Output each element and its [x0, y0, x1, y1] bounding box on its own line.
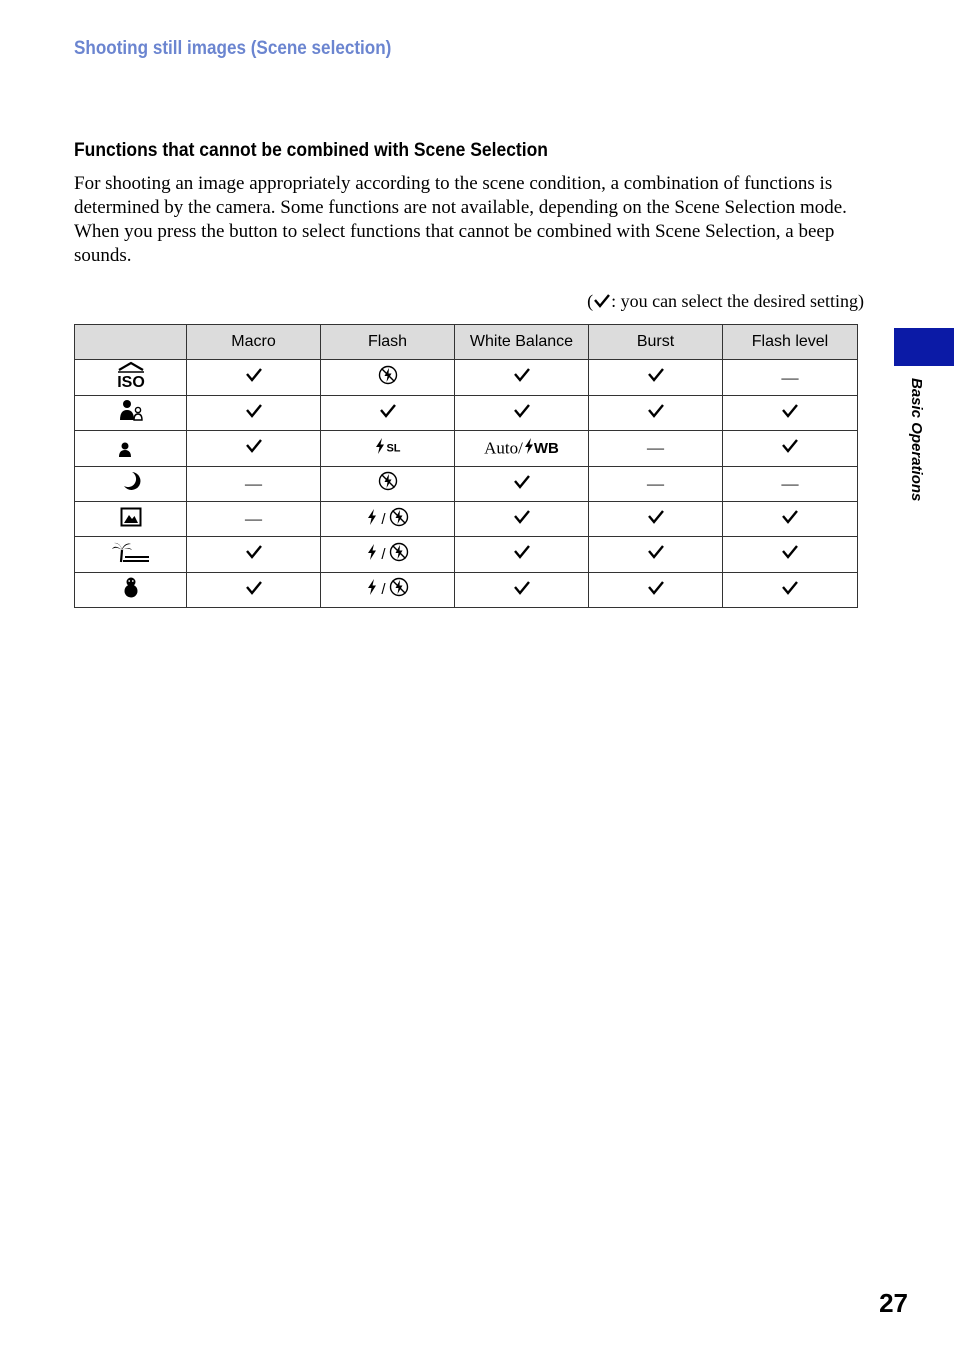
table-row — [75, 395, 858, 430]
table-cell — [589, 501, 723, 536]
night-portrait-icon — [118, 434, 144, 463]
table-cell — [187, 466, 321, 501]
table-cell — [187, 431, 321, 466]
check-icon — [647, 403, 665, 424]
table-cell — [723, 501, 858, 536]
table-cell — [723, 360, 858, 395]
table-cell — [187, 395, 321, 430]
check-icon — [245, 403, 263, 424]
dash-mark: — — [781, 473, 799, 493]
table-cell — [589, 466, 723, 501]
separator-slash: / — [381, 510, 386, 528]
column-header-macro: Macro — [187, 325, 321, 360]
table-cell — [321, 466, 455, 501]
table-row — [75, 360, 858, 395]
scene-cell — [75, 537, 187, 572]
legend-text: : you can select the desired setting) — [611, 291, 864, 311]
check-icon — [379, 403, 397, 424]
table-row — [75, 501, 858, 536]
flash-off-icon — [389, 507, 409, 532]
section-tab-label: Basic Operations — [908, 378, 925, 502]
scene-cell — [75, 395, 187, 430]
table-cell — [589, 395, 723, 430]
separator-slash: / — [381, 546, 386, 564]
check-icon — [647, 509, 665, 530]
dash-mark: — — [245, 509, 262, 529]
table-cell — [455, 501, 589, 536]
table-cell — [723, 431, 858, 466]
dash-mark: — — [245, 473, 262, 493]
legend-open: ( — [587, 291, 594, 311]
table-cell — [455, 395, 589, 430]
twilight-icon — [121, 470, 141, 497]
column-header-flash: Flash — [321, 325, 455, 360]
column-header-scene — [75, 325, 187, 360]
scene-function-table — [74, 324, 858, 608]
table-cell — [187, 360, 321, 395]
check-icon — [513, 367, 531, 388]
auto-label: Auto/ — [484, 438, 523, 458]
check-icon — [781, 509, 799, 530]
column-header-white-balance: White Balance — [455, 325, 589, 360]
check-icon — [245, 367, 263, 388]
separator-slash: / — [381, 581, 386, 599]
section-heading: Functions that cannot be combined with Scene Selection — [74, 140, 548, 161]
check-icon — [513, 474, 531, 495]
flash-on-icon — [366, 578, 378, 601]
table-cell — [321, 360, 455, 395]
running-header: Shooting still images (Scene selection) — [74, 38, 392, 59]
table-row — [75, 466, 858, 501]
flash-off-icon — [378, 471, 398, 496]
dash-mark: — — [781, 367, 799, 387]
check-icon — [781, 544, 799, 565]
slow-sync-label: SL — [386, 442, 401, 455]
check-icon — [245, 544, 263, 565]
table-cell — [589, 431, 723, 466]
check-icon — [781, 438, 799, 459]
table-row — [75, 431, 858, 466]
table-cell — [723, 572, 858, 607]
check-icon — [593, 293, 611, 314]
body-paragraph: For shooting an image appropriately according to the scene condition, a combination of functions is determined by the camera. Some functions are not available, depending on the Scene Selection mode. When you press the button to select functions that cannot be combined with Scene Selection, a beep sounds. — [74, 173, 847, 266]
scene-cell — [75, 360, 187, 395]
table-cell — [589, 572, 723, 607]
scene-cell — [75, 501, 187, 536]
table-cell — [723, 395, 858, 430]
beach-icon — [111, 540, 151, 569]
flash-off-icon — [378, 365, 398, 390]
table-row — [75, 537, 858, 572]
check-icon — [513, 544, 531, 565]
table-cell — [723, 466, 858, 501]
scene-cell — [75, 572, 187, 607]
table-cell — [321, 572, 455, 607]
check-icon — [647, 367, 665, 388]
table-cell — [321, 431, 455, 466]
table-header-row — [75, 325, 858, 360]
flash-on-icon — [366, 508, 378, 531]
table-cell — [321, 395, 455, 430]
check-icon — [513, 580, 531, 601]
check-icon — [647, 544, 665, 565]
twilight-portrait-icon — [118, 398, 144, 427]
table-cell — [187, 537, 321, 572]
check-icon — [245, 438, 263, 459]
table-cell — [723, 537, 858, 572]
flash-off-icon — [389, 542, 409, 567]
check-icon — [513, 403, 531, 424]
table-cell — [455, 466, 589, 501]
dash-mark: — — [647, 438, 664, 458]
snow-icon — [121, 576, 141, 603]
table-cell — [321, 537, 455, 572]
landscape-icon — [120, 506, 142, 533]
scene-cell — [75, 466, 187, 501]
flash-on-icon — [374, 437, 386, 460]
high-sensitivity-iso-icon — [116, 361, 146, 394]
table-cell — [589, 537, 723, 572]
flash-wb-label: WB — [533, 439, 559, 457]
table-cell — [187, 501, 321, 536]
column-header-burst: Burst — [589, 325, 723, 360]
flash-on-icon — [366, 543, 378, 566]
table-cell — [321, 501, 455, 536]
table-cell — [455, 431, 589, 466]
legend-note — [587, 291, 864, 314]
dash-mark: — — [647, 473, 664, 493]
scene-cell — [75, 431, 187, 466]
page-number: 27 — [879, 1288, 908, 1318]
check-icon — [781, 403, 799, 424]
section-tab-marker — [894, 328, 954, 366]
check-icon — [647, 580, 665, 601]
svg-text:ISO: ISO — [116, 374, 145, 390]
column-header-flash-level: Flash level — [723, 325, 858, 360]
flash-off-icon — [389, 577, 409, 602]
table-cell — [589, 360, 723, 395]
table-cell — [187, 572, 321, 607]
table-cell — [455, 537, 589, 572]
check-icon — [781, 580, 799, 601]
table-row — [75, 572, 858, 607]
check-icon — [245, 580, 263, 601]
table-cell — [455, 360, 589, 395]
table-cell — [455, 572, 589, 607]
check-icon — [513, 509, 531, 530]
